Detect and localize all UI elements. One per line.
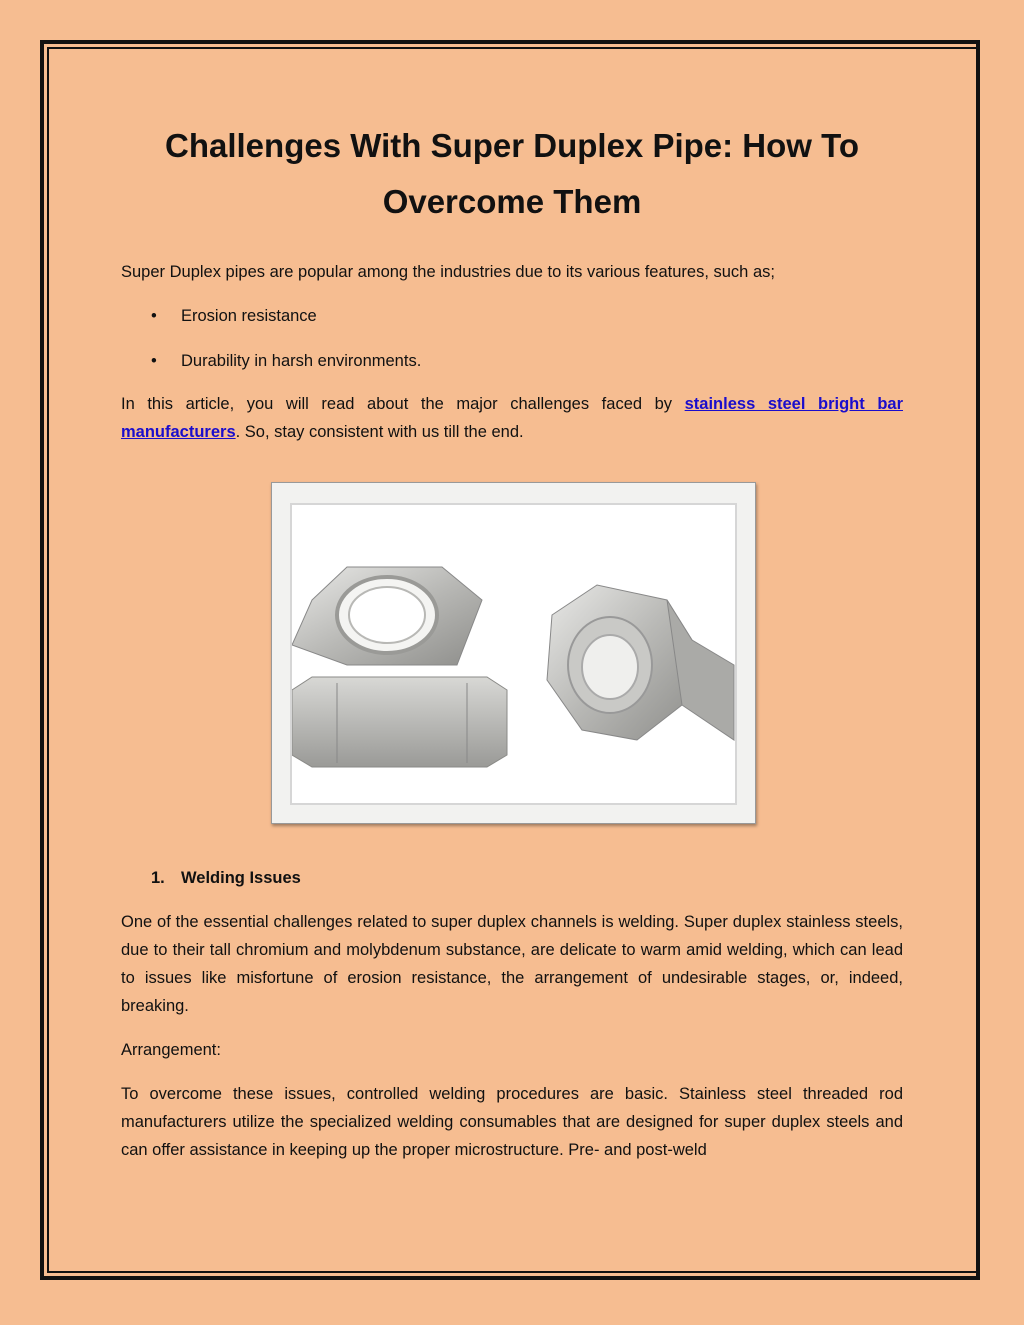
list-item xyxy=(121,302,903,330)
bullet-icon: • xyxy=(151,352,157,370)
arrangement-label: Arrangement: xyxy=(121,1041,221,1059)
list-item xyxy=(121,347,903,375)
section-body xyxy=(121,908,903,1180)
hex-nuts-image xyxy=(290,503,737,805)
section-number: 1. xyxy=(151,869,165,887)
list-item-text: Erosion resistance xyxy=(181,307,317,325)
article-paragraph xyxy=(121,390,903,446)
stainless-steel-bright-bar-link[interactable]: stainless steel bright bar manufacturers xyxy=(121,395,903,441)
bullet-icon: • xyxy=(151,307,157,325)
document-content xyxy=(121,118,903,446)
document-title: Challenges With Super Duplex Pipe: How To Overcome Them xyxy=(165,127,859,220)
feature-list xyxy=(121,302,903,375)
arrangement-paragraph: To overcome these issues, controlled welding procedures are basic. Stainless steel threaded rod manufacturers utilize the specialized welding consumables that are designed for super duplex steels and can offer assistance in keeping up the proper microstructure. Pre- and post-weld xyxy=(121,1085,903,1159)
section-heading xyxy=(151,864,301,892)
article-text-after: . So, stay consistent with us till the end. xyxy=(235,423,524,441)
list-item-text: Durability in harsh environments. xyxy=(181,352,422,370)
hex-nuts-illustration xyxy=(292,505,735,803)
welding-paragraph: One of the essential challenges related to super duplex channels is welding. Super duplex stainless steels, due to their tall chromium and molybdenum substance, are delicate to warm amid welding, which can lead to issues like misfortune of erosion resistance, the arrangement of undesirable stages, or, indeed, breaking. xyxy=(121,913,903,1015)
intro-paragraph: Super Duplex pipes are popular among the industries due to its various features, such as; xyxy=(121,263,775,281)
section-title: Welding Issues xyxy=(181,869,301,887)
hex-nuts-image-frame xyxy=(271,482,756,824)
article-text-before: In this article, you will read about the major challenges faced by xyxy=(121,395,685,413)
